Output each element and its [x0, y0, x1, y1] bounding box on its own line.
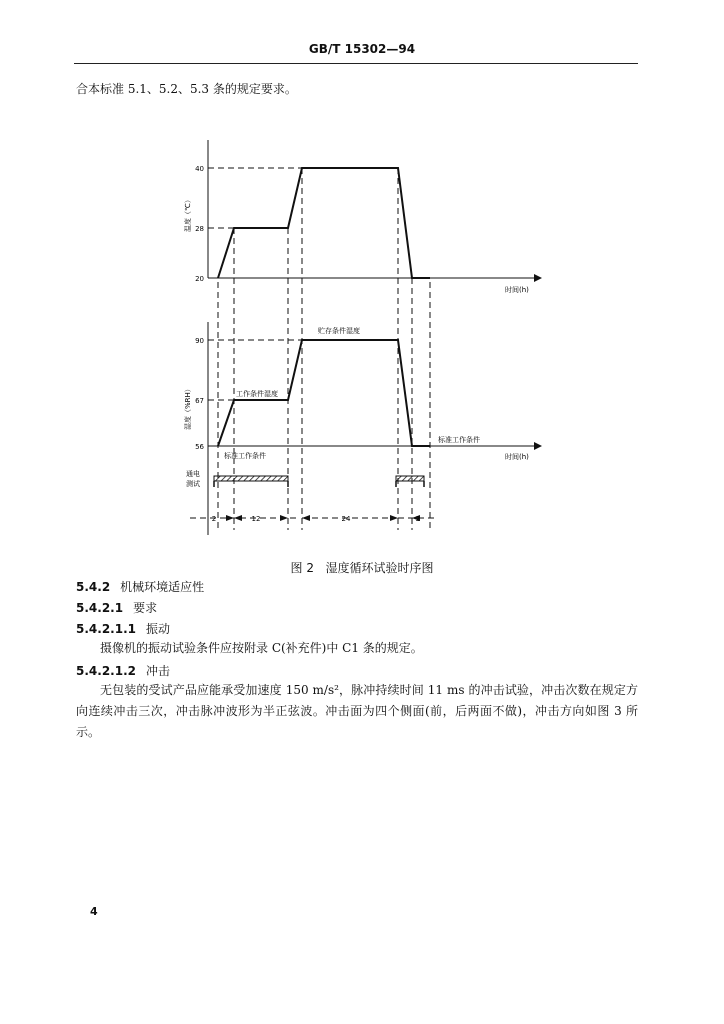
dim-arrow	[234, 515, 242, 521]
section-number: 5.4.2	[76, 580, 111, 594]
shock-paragraph: 无包装的受试产品应能承受加速度 150 m/s²，脉冲持续时间 11 ms 的冲击试验，冲击次数在规定方向连续冲击三次，冲击脉冲波形为半正弦波。冲击面为四个侧面(前，后两面不做)，冲击方向如图 3 所示。	[76, 683, 638, 739]
hum-tick-67: 67	[195, 397, 204, 405]
standard-condition-left: 标准工作条件	[224, 452, 266, 460]
hum-axis-label: 湿度（%RH）	[184, 385, 192, 430]
temp-tick-20: 20	[195, 275, 204, 283]
intro-text: 合本标准 5.1、5.2、5.3 条的规定要求。	[76, 82, 297, 96]
section-number: 5.4.2.1	[76, 601, 124, 615]
power-label-line1: 通电	[186, 470, 200, 478]
section-title: 冲击	[145, 664, 170, 678]
hum-tick-90: 90	[195, 337, 204, 345]
section-5-4-2	[76, 578, 204, 595]
power-test-bar-left	[214, 476, 288, 487]
page-number: 4	[90, 905, 98, 918]
section-5-4-2-1-1	[76, 620, 170, 637]
temp-axis-label: 温度（℃）	[184, 196, 192, 232]
section-title: 机械环境适应性	[120, 580, 205, 594]
section-number: 5.4.2.1.1	[76, 622, 136, 636]
duration-2-left: 2	[211, 515, 217, 523]
storage-humidity-label: 贮存条件湿度	[318, 327, 360, 335]
temp-tick-28: 28	[195, 225, 204, 233]
hum-tick-56: 56	[195, 443, 204, 451]
section-5-4-2-1-2	[76, 662, 170, 679]
duration-12: 12	[251, 515, 261, 523]
figure-title: 湿度循环试验时序图	[325, 561, 434, 575]
duration-24: 24	[341, 515, 351, 523]
header-standard-number: GB/T 15302—94	[308, 42, 416, 56]
power-label-line2: 测试	[186, 480, 200, 488]
standard-condition-right: 标准工作条件	[438, 436, 480, 444]
section-number: 5.4.2.1.2	[76, 664, 136, 678]
figure-number: 图 2	[290, 561, 314, 575]
temp-time-label: 时间(h)	[505, 286, 529, 294]
hum-time-label: 时间(h)	[505, 453, 529, 461]
duration-2-right: 2	[415, 515, 421, 523]
working-humidity-label: 工作条件湿度	[236, 390, 278, 398]
section-5-4-2-1	[76, 599, 157, 616]
section-title: 要求	[133, 601, 158, 615]
figure-caption	[0, 559, 724, 576]
dim-arrow	[226, 515, 234, 521]
dim-arrow	[390, 515, 398, 521]
power-test-bar-right	[396, 476, 424, 487]
section-title: 振动	[145, 622, 170, 636]
dim-arrow	[302, 515, 310, 521]
temp-x-arrow	[534, 274, 542, 282]
hum-x-arrow	[534, 442, 542, 450]
dim-arrow	[280, 515, 288, 521]
temp-tick-40: 40	[195, 165, 204, 173]
vibration-paragraph: 摄像机的振动试验条件应按附录 C(补充件)中 C1 条的规定。	[100, 641, 423, 655]
